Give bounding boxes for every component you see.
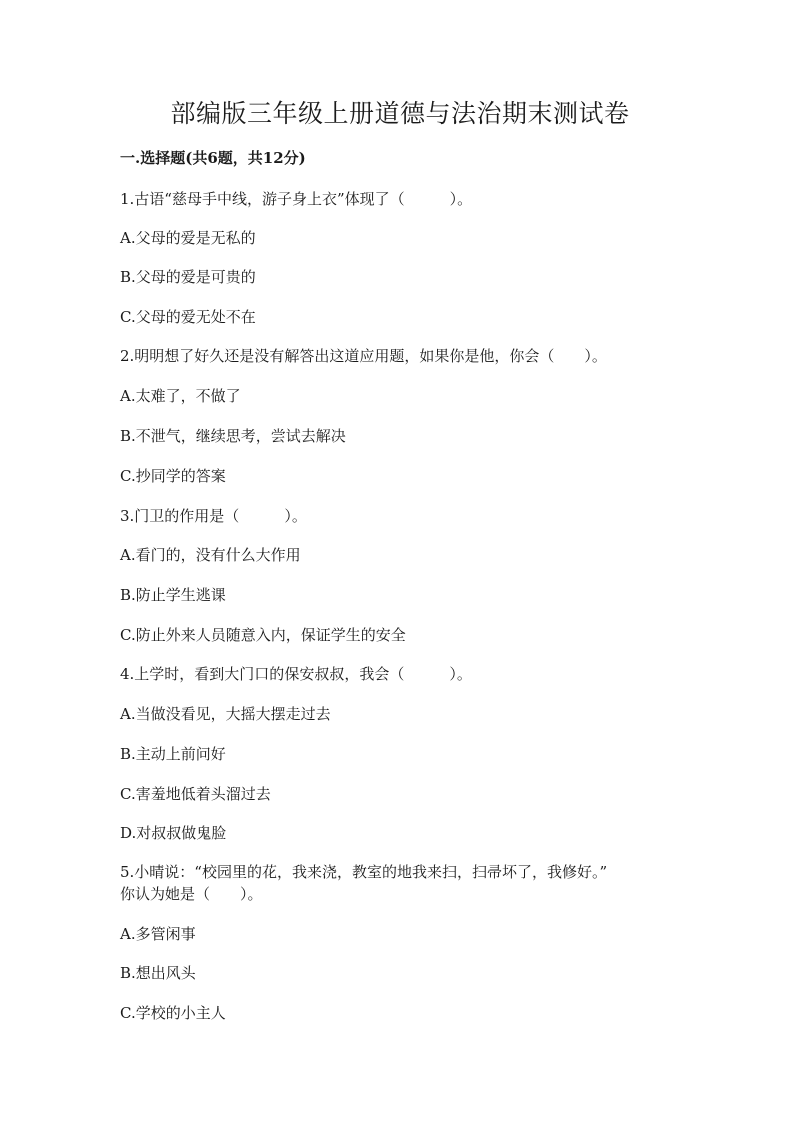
question-2-stem: 2.明明想了好久还是没有解答出这道应用题，如果你是他，你会（ ）。 — [120, 347, 607, 365]
question-4-option-c: C.害羞地低着头溜过去 — [120, 785, 271, 803]
question-5-option-a: A.多管闲事 — [120, 925, 196, 943]
question-1-stem: 1.古语“慈母手中线，游子身上衣”体现了（ ）。 — [120, 190, 473, 208]
question-2-option-a: A.太难了，不做了 — [120, 387, 241, 405]
question-1-option-a: A.父母的爱是无私的 — [120, 229, 256, 247]
question-5-stem-continued: 你认为她是（ ）。 — [120, 885, 263, 903]
question-4-stem: 4.上学时，看到大门口的保安叔叔，我会（ ）。 — [120, 665, 472, 683]
question-5-option-c: C.学校的小主人 — [120, 1004, 226, 1022]
question-3-stem: 3.门卫的作用是（ ）。 — [120, 507, 307, 525]
question-4-option-b: B.主动上前问好 — [120, 745, 226, 763]
question-3-option-b: B.防止学生逃课 — [120, 586, 226, 604]
section-heading: 一.选择题(共6题，共12分) — [120, 149, 306, 167]
question-5-stem: 5.小晴说：“校园里的花，我来浇，教室的地我来扫，扫帚坏了，我修好。” — [120, 863, 608, 881]
question-5-option-b: B.想出风头 — [120, 964, 196, 982]
question-1-option-b: B.父母的爱是可贵的 — [120, 268, 256, 286]
question-4-option-a: A.当做没看见，大摇大摆走过去 — [120, 705, 331, 723]
question-4-option-d: D.对叔叔做鬼脸 — [120, 824, 227, 842]
question-1-option-c: C.父母的爱无处不在 — [120, 308, 256, 326]
question-3-option-a: A.看门的，没有什么大作用 — [120, 546, 301, 564]
question-2-option-b: B.不泄气，继续思考，尝试去解决 — [120, 427, 346, 445]
page-title: 部编版三年级上册道德与法治期末测试卷 — [170, 99, 630, 128]
question-2-option-c: C.抄同学的答案 — [120, 467, 226, 485]
question-3-option-c: C.防止外来人员随意入内，保证学生的安全 — [120, 626, 406, 644]
